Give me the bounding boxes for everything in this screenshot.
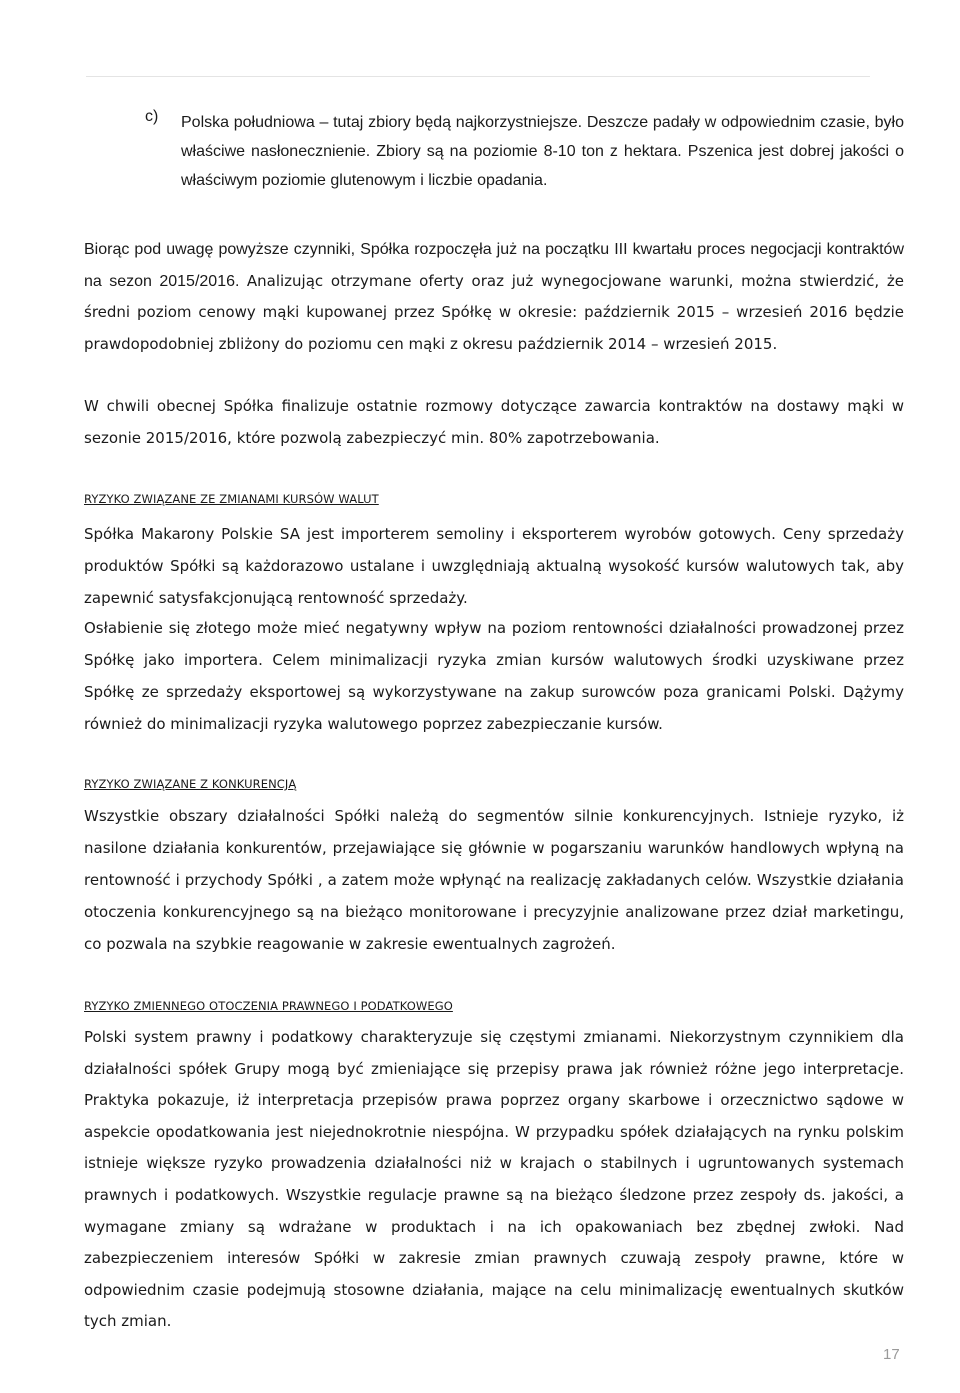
list-marker: c) (145, 108, 159, 125)
heading-currency-risk: RYZYKO ZWIĄZANE ZE ZMIANAMI KURSÓW WALUT (84, 492, 379, 506)
analysis-sentence: Analizując otrzymane oferty oraz już wynegocjowane warunki, można stwierdzić, że średni poziom cenowy mąki kupowanej przez Spółkę w okresie: październik 2015 – wrzesień 2016 będzie prawdopodobniej zbliżony do poziomu cen mąki z okresu październik 2014 – wrzesień 2015. (84, 271, 904, 353)
paragraph-contracts: W chwili obecnej Spółka finalizuje ostatnie rozmowy dotyczące zawarcia kontraktów na dostawy mąki w sezonie 2015/2016, które pozwolą zabezpieczyć min. 80% zapotrzebowania. (84, 397, 904, 447)
paragraph-legal: Polski system prawny i podatkowy charakteryzuje się częstymi zmianami. Niekorzystnym czynnikiem dla działalności spółek Grupy mogą być zmieniające się przepisy prawa jak również różne jego interpretacje. Praktyka pokazuje, iż interpretacja przepisów prawa poprzez organy skarbowe i orzecznictwo sądowe w aspekcie opodatkowania jest niejednokrotnie niespójna. W przypadku spółek działających na rynku polskim istnieje większe ryzyko prowadzenia działalności niż w krajach o stabilnych i ugruntowanych systemach prawnych i podatkowych. Wszystkie regulacje prawne są na bieżąco śledzone przez zespoły ds. jakości, a wymagane zmiany są wdrażane w produktach i na ich opakowaniach bez zbędnej zwłoki. Nad zabezpieczeniem interesów Spółki w zakresie zmian prawnych czuwają zespoły prawne, które w odpowiednim czasie podejmują stosowne działania, mające na celu minimalizację ewentualnych skutków tych zmian. (84, 1028, 904, 1331)
heading-competition-risk: RYZYKO ZWIĄZANE Z KONKURENCJĄ (84, 777, 297, 791)
paragraph-currency-2: Osłabienie się złotego może mieć negatywny wpływ na poziom rentowności działalności prowadzonej przez Spółkę jako importera. Celem minimalizacji ryzyka zmian kursów walutowych środki uzyskiwane przez Spółkę ze sprzedaży eksportowej są wykorzystywane na zakup surowców poza granicami Polski. Dążymy również do minimalizacji ryzyka walutowego poprzez zabezpieczanie kursów. (84, 619, 904, 733)
report-header (370, 14, 910, 68)
header-divider (86, 76, 870, 77)
units-note: (w tysiącach złotych) (575, 51, 706, 66)
paragraph-competition: Wszystkie obszary działalności Spółki należą do segmentów silnie konkurencyjnych. Istnieje ryzyko, iż nasilone działania konkurentów, przejawiające się głównie w pogarszaniu warunków handlowych wpłyną na rentowność i przychody Spółki , a zatem może wpłynąć na realizację zakładanych celów. Wszystkie działania otoczenia konkurencyjnego są na bieżąco monitorowane i precyzyjnie analizowane przez dział marketingu, co pozwala na szybkie reagowanie w zakresie ewentualnych zagrożeń. (84, 807, 904, 953)
negotiations-sentence: Biorąc pod uwagę powyższe czynniki, Spółka rozpoczęła już na początku III kwartału proces negocjacji kontraktów na sezon 2015/2016. (84, 241, 904, 290)
list-item-south-poland: Polska południowa – tutaj zbiory będą najkorzystniejsze. Deszcze padały w odpowiednim czasie, było właściwe nasłonecznienie. Zbiory są na poziomie 8-10 ton z hektara. Pszenica jest dobrej jakości o właściwym poziomie glutenowym i liczbie opadania. (181, 114, 904, 189)
report-title: Jednostkowe sprawozdanie finansowe za 6 miesięcy zakończone 30 czerwca 2015 roku (370, 33, 910, 48)
page-number: 17 (883, 1346, 900, 1363)
company-name: Makarony Polskie SA (574, 15, 706, 30)
paragraph-negotiations (84, 234, 904, 360)
paragraph-currency-1: Spółka Makarony Polskie SA jest importerem semoliny i eksporterem wyrobów gotowych. Ceny sprzedaży produktów Spółki są każdorazowo ustalane i uwzględniają aktualną wysokość kursów walutowych tak, aby zapewnić satysfakcjonującą rentowność sprzedaży. (84, 525, 904, 607)
heading-legal-risk: RYZYKO ZMIENNEGO OTOCZENIA PRAWNEGO I PODATKOWEGO (84, 999, 453, 1013)
